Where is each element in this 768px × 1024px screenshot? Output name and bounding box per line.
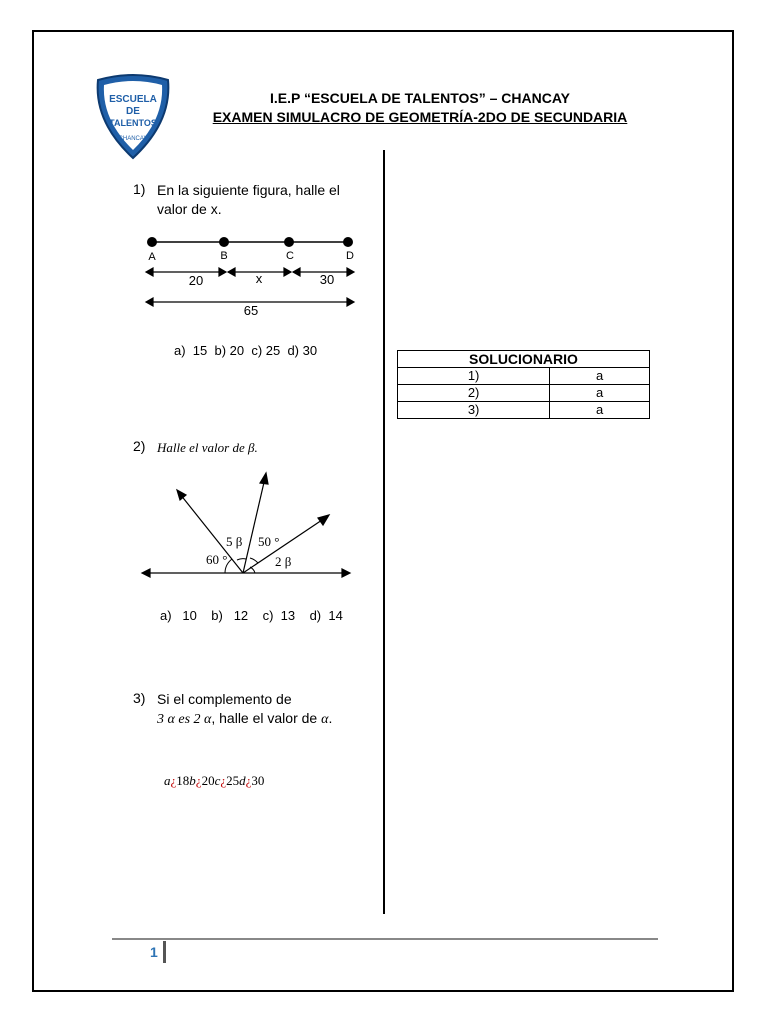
point-d [343,237,353,247]
label-c: C [286,250,294,262]
label-b: B [220,250,228,262]
q3-opt-a-value: 18 [176,773,190,788]
segment-bc: x [255,271,263,286]
answer-value: a [550,385,650,402]
point-c [284,237,294,247]
q3-opt-b-value: 20 [201,773,215,788]
segment-cd: 30 [319,272,335,287]
q2-angle-figure [138,470,358,585]
logo-line-2: DE [126,106,140,117]
q2-options: a) 10 b) 12 c) 13 d) 14 [160,608,343,623]
footer-rule [112,938,658,940]
table-row [398,402,650,419]
exam-title: EXAMEN SIMULACRO DE GEOMETRÍA-2DO DE SECUNDARIA [212,109,628,125]
school-title: I.E.P “ESCUELA DE TALENTOS” – CHANCAY [269,90,570,106]
column-divider [383,150,385,914]
q1-text-1: En la siguiente figura, halle el [157,182,340,198]
page-number: 1 [150,944,158,960]
q3-text-1: Si el complemento de [157,691,292,707]
q3-math-expression: 3 α es 2 α [157,712,212,727]
logo-line-1: ESCUELA [109,94,157,105]
q3-text-end: . [328,710,333,726]
q3-glitch: ¿ [170,773,177,788]
q1-segment-figure [140,232,370,322]
q1-number: 1) [133,181,146,197]
q3-opt-c-value: 25 [226,773,240,788]
q3-text-rest: , halle el valor de [211,710,322,726]
logo-line-3: TALENTOS [109,118,157,128]
q1-text-2: valor de x. [157,201,222,217]
point-a [147,237,157,247]
segment-ab: 20 [188,273,204,288]
q2-text: Halle el valor de β. [157,440,258,455]
q2-number: 2) [133,438,146,454]
answer-value: a [550,368,650,385]
q3-number: 3) [133,690,146,706]
q3-options [164,771,264,790]
q3-opt-b-letter: b [189,773,196,788]
q3-glitch: ¿ [220,773,227,788]
angle-50deg: 50 ° [258,534,280,549]
q3-opt-c-letter: c [214,773,221,788]
q3-glitch: ¿ [245,773,252,788]
solucionario-table [397,350,650,419]
segment-total: 65 [243,303,259,318]
answer-question: 2) [398,385,550,402]
school-logo [92,72,174,160]
label-a: A [148,251,156,263]
answer-value: a [550,402,650,419]
label-d: D [346,250,354,262]
table-row [398,385,650,402]
angle-60deg: 60 ° [206,552,228,567]
q3-opt-d-value: 30 [251,773,265,788]
q1-options: a) 15 b) 20 c) 25 d) 30 [174,343,318,358]
angle-5beta: 5 β [226,534,243,549]
solucionario-title: SOLUCIONARIO [398,351,650,368]
q3-opt-d-letter: d [239,773,246,788]
q3-variable: α [321,712,329,727]
point-b [219,237,229,247]
q3-glitch: ¿ [195,773,202,788]
answer-question: 3) [398,402,550,419]
table-row [398,368,650,385]
page-number-bar [163,941,166,963]
q3-opt-a-letter: a [164,773,171,788]
answer-question: 1) [398,368,550,385]
q3-text-2 [157,709,332,729]
angle-2beta: 2 β [275,554,292,569]
logo-subtitle: CHANCAY [118,136,148,142]
